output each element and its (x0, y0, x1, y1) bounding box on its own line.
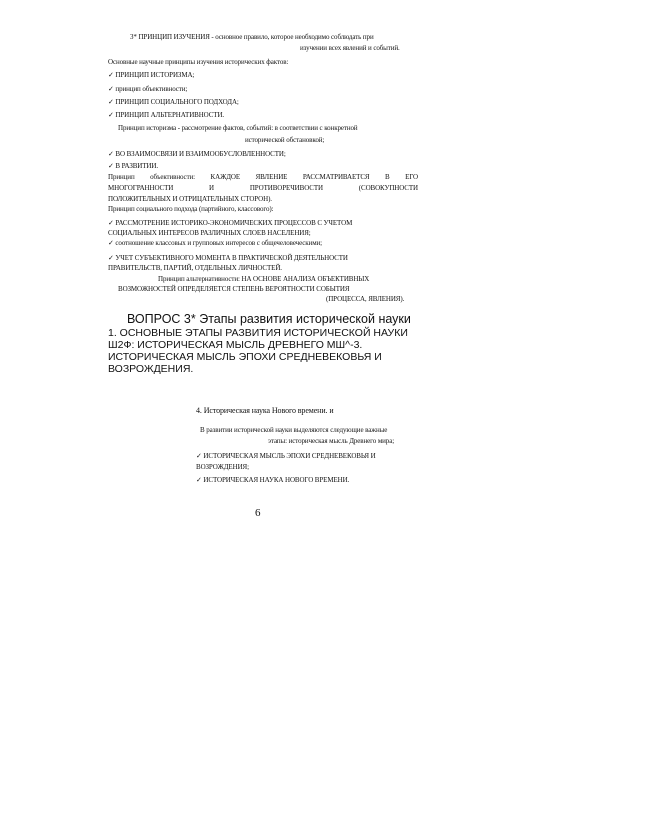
modern-science-heading: 4. Историческая наука Нового времени. и (196, 406, 334, 415)
principle-item-alternative: ✓ ПРИНЦИП АЛЬТЕРНАТИВНОСТИ. (108, 111, 224, 120)
historism-definition-line-2: исторической обстановкой; (245, 136, 325, 144)
alternative-line-2: ВОЗМОЖНОСТЕЙ ОПРЕДЕЛЯЕТСЯ СТЕПЕНЬ ВЕРОЯТНОСТИ СОБЫТИЯ (118, 285, 350, 293)
principle-definition-line-1: 3* ПРИНЦИП ИЗУЧЕНИЯ - основное правило, которое необходимо соблюдать при (130, 33, 374, 41)
principle-definition-line-2: изучении всех явлений и событий. (300, 44, 400, 52)
objectivity-line-3: ПОЛОЖИТЕЛЬНЫХ И ОТРИЦАТЕЛЬНЫХ СТОРОН). (108, 195, 272, 203)
social-item-3-line-2: ПРАВИТЕЛЬСТВ, ПАРТИЙ, ОТДЕЛЬНЫХ ЛИЧНОСТЕЙ. (108, 264, 282, 272)
stage-item-medieval-line-1: ✓ ИСТОРИЧЕСКАЯ МЫСЛЬ ЭПОХИ СРЕДНЕВЕКОВЬЯ И (196, 452, 376, 461)
historism-item-development: ✓ В РАЗВИТИИ. (108, 162, 158, 171)
question-stage-line-2: Ш2Ф: ИСТОРИЧЕСКАЯ МЫСЛЬ ДРЕВНЕГО МШ^-3. (108, 339, 363, 351)
historism-definition-line-1: Принцип историзма - рассмотрение фактов, событий: в соответствии с конкретной (118, 124, 358, 132)
question-stage-line-3: ИСТОРИЧЕСКАЯ МЫСЛЬ ЭПОХИ СРЕДНЕВЕКОВЬЯ И (108, 351, 382, 363)
stage-item-modern: ✓ ИСТОРИЧЕСКАЯ НАУКА НОВОГО ВРЕМЕНИ. (196, 476, 349, 485)
social-approach-heading: Принцип социального подхода (партийного, классового): (108, 205, 274, 213)
social-item-3-line-1: ✓ УЧЕТ СУБЪЕКТИВНОГО МОМЕНТА В ПРАКТИЧЕСКОЙ ДЕЯТЕЛЬНОСТИ (108, 254, 348, 263)
alternative-line-3: (ПРОЦЕССА, ЯВЛЕНИЯ). (326, 295, 405, 303)
question-stage-line-4: ВОЗРОЖДЕНИЯ. (108, 363, 194, 375)
social-item-2: ✓ соотношение классовых и групповых интересов с общечеловеческими; (108, 239, 322, 248)
stage-item-medieval-line-2: ВОЗРОЖДЕНИЯ; (196, 463, 249, 471)
alternative-line-1: Принцип альтернативности: НА ОСНОВЕ АНАЛИЗА ОБЪЕКТИВНЫХ (158, 275, 370, 283)
objectivity-line-2: МНОГОГРАННОСТИ И ПРОТИВОРЕЧИВОСТИ (СОВОКУПНОСТИ (108, 184, 418, 192)
stages-line-1: В развитии исторической науки выделяются следующие важные (200, 426, 388, 434)
principle-item-historism: ✓ ПРИНЦИП ИСТОРИЗМА; (108, 71, 194, 80)
principles-intro: Основные научные принципы изучения исторических фактов: (108, 58, 289, 66)
principle-item-objectivity: ✓ принцип объективности; (108, 85, 187, 94)
stages-line-2: этапы: историческая мысль Древнего мира; (268, 437, 395, 445)
social-item-1-line-2: СОЦИАЛЬНЫХ ИНТЕРЕСОВ РАЗЛИЧНЫХ СЛОЕВ НАСЕЛЕНИЯ; (108, 229, 311, 237)
social-item-1-line-1: ✓ РАССМОТРЕНИЕ ИСТОРИКО-ЭКОНОМИЧЕСКИХ ПРОЦЕССОВ С УЧЕТОМ (108, 219, 352, 228)
question-title: ВОПРОС 3* Этапы развития исторической науки (127, 312, 411, 326)
question-stage-line-1: 1. ОСНОВНЫЕ ЭТАПЫ РАЗВИТИЯ ИСТОРИЧЕСКОЙ НАУКИ (108, 327, 408, 339)
page-number: 6 (255, 507, 261, 519)
historism-item-interconnection: ✓ ВО ВЗАИМОСВЯЗИ И ВЗАИМООБУСЛОВЛЕННОСТИ; (108, 150, 286, 159)
objectivity-line-1: Принцип объективности: КАЖДОЕ ЯВЛЕНИЕ РАССМАТРИВАЕТСЯ В ЕГО (108, 173, 418, 181)
principle-item-social: ✓ ПРИНЦИП СОЦИАЛЬНОГО ПОДХОДА; (108, 98, 239, 107)
